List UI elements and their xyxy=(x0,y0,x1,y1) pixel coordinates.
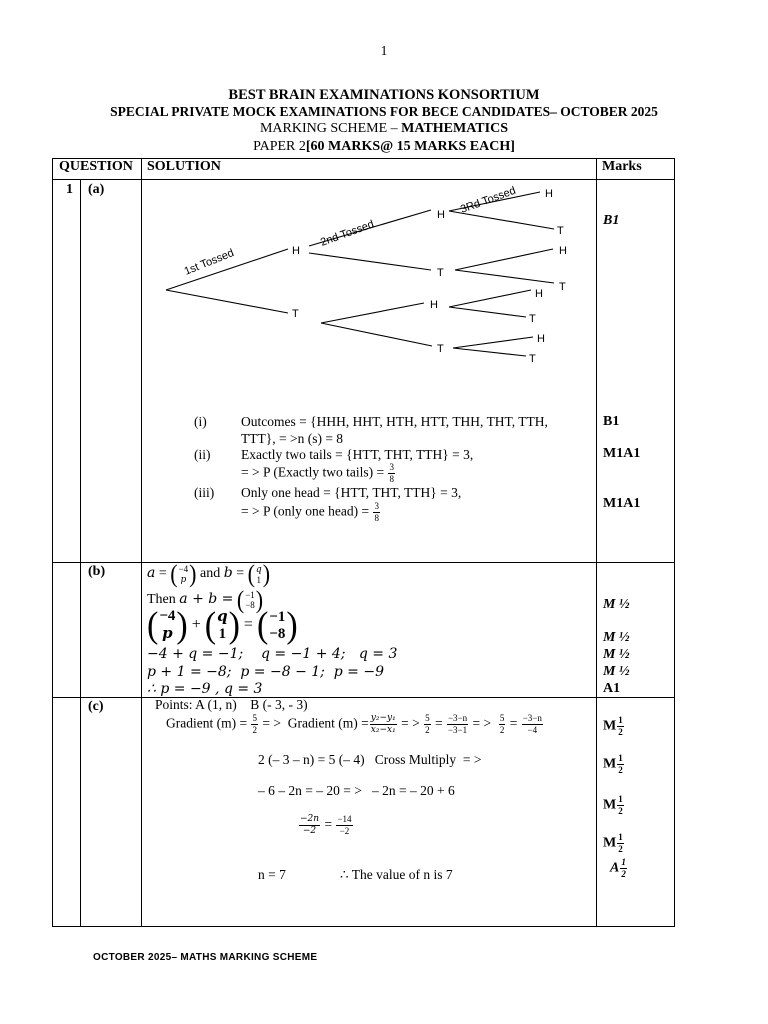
denominator: 2 xyxy=(618,727,623,737)
big-vector-a: ( −4 p ) xyxy=(147,604,188,646)
fraction xyxy=(617,795,624,816)
one-head-line2 xyxy=(241,502,381,523)
vector-bottom: −8 xyxy=(269,625,286,642)
numerator: 5 xyxy=(425,713,430,723)
leaf-hhh: H xyxy=(545,188,553,200)
outcomes-line2: TTT}, = >n (s) = 8 xyxy=(241,431,344,446)
fraction xyxy=(373,502,380,523)
numerator: 5 xyxy=(252,713,257,723)
leaf-hht: T xyxy=(557,225,564,237)
implies: = > xyxy=(262,715,281,731)
mark-letter: M xyxy=(603,835,617,851)
gradient-label: Gradient (m) = xyxy=(287,715,369,731)
fraction xyxy=(336,815,352,836)
numerator: −14 xyxy=(337,814,352,824)
then-text: Then xyxy=(147,592,176,608)
node-th: H xyxy=(430,299,438,311)
leaf-ttt: T xyxy=(529,353,536,365)
item-iii-label: (iii) xyxy=(194,485,215,500)
org-title: BEST BRAIN EXAMINATIONS KONSORTIUM xyxy=(228,87,540,103)
numerator: 5 xyxy=(499,713,505,723)
denominator: −4 xyxy=(527,725,538,735)
vector-sum: ( −1 −8 ) xyxy=(236,585,264,614)
numerator: −2n xyxy=(300,814,320,824)
part-a-label: (a) xyxy=(88,182,105,197)
vectors-given: a = ( −4 p ) and b = ( q 1 ) xyxy=(147,559,271,588)
part-b-label: (b) xyxy=(88,564,106,579)
big-vector-b: ( q 1 ) xyxy=(204,604,240,646)
vector-b: ( q 1 ) xyxy=(247,559,271,588)
numerator: 1 xyxy=(618,832,623,842)
leaf-tth: H xyxy=(537,333,545,345)
vector-bottom: p xyxy=(180,574,187,585)
paper-marks: [60 MARKS@ 15 MARKS EACH] xyxy=(305,139,515,154)
numerator: 1 xyxy=(618,794,623,804)
paper-prefix: PAPER 2 xyxy=(253,139,306,154)
mark-a-ii: M1A1 xyxy=(603,446,641,461)
leaf-htt: T xyxy=(559,281,566,293)
tree-mark: B1 xyxy=(603,213,620,228)
toss1-label: 1st Tossed xyxy=(182,247,236,278)
points-line: Points: A (1, n) B (- 3, - 3) xyxy=(155,697,308,712)
denominator: 2 xyxy=(252,725,257,735)
fraction xyxy=(499,714,506,735)
exam-title: SPECIAL PRIVATE MOCK EXAMINATIONS FOR BECE CANDIDATES– OCTOBER 2025 xyxy=(110,104,658,119)
gradient-line xyxy=(166,714,544,735)
toss2-label: 2nd Tossed xyxy=(318,218,376,249)
denominator: x₂−x₁ xyxy=(370,725,396,735)
item-ii-label: (ii) xyxy=(194,447,211,462)
numerator: 1 xyxy=(618,715,623,725)
leaf-thh: H xyxy=(535,288,543,300)
equals: = xyxy=(509,715,518,731)
denominator: 2 xyxy=(425,725,430,735)
denominator: −2 xyxy=(339,826,350,836)
mark-b-1: M ½ xyxy=(603,597,630,612)
mark-b-4: M ½ xyxy=(603,664,630,679)
node-t1: T xyxy=(292,308,299,320)
gradient-label: Gradient (m) = xyxy=(166,715,248,731)
conclusion: ∴ The value of n is 7 xyxy=(340,867,453,882)
vector-top: q xyxy=(217,607,228,625)
p-equation: p + 1 = −8; p = −8 − 1; p = −9 xyxy=(147,664,385,680)
outcomes-line1: Outcomes = {HHH, HHT, HTH, HTT, THH, THT, TTH, xyxy=(241,414,548,429)
numerator: 1 xyxy=(621,857,626,867)
toss3-label: 3Rd Tossed xyxy=(458,184,518,216)
fraction xyxy=(617,754,624,775)
fraction xyxy=(424,714,431,735)
mark-b-2: M ½ xyxy=(603,630,630,645)
vector-top: q xyxy=(255,564,262,575)
denominator: 8 xyxy=(389,474,394,484)
fraction xyxy=(617,833,624,854)
vector-top: −4 xyxy=(178,563,189,574)
mark-c-2 xyxy=(603,754,625,775)
question-number: 1 xyxy=(66,182,73,197)
implies: = > xyxy=(401,715,420,731)
fraction xyxy=(620,858,627,879)
one-head-prefix: = > P (only one head) = xyxy=(241,503,373,519)
two-tails-line2 xyxy=(241,463,396,484)
equals: = xyxy=(434,715,443,731)
mark-letter: A xyxy=(610,860,620,876)
two-tails-prefix: = > P (Exactly two tails) = xyxy=(241,464,388,480)
mark-c-3 xyxy=(603,795,625,816)
mark-c-5 xyxy=(610,858,628,879)
header-marks: Marks xyxy=(602,159,642,174)
mark-letter: M xyxy=(603,797,617,813)
vector-bottom: −8 xyxy=(245,600,255,610)
vector-bottom: p xyxy=(162,624,173,642)
mark-b-3: M ½ xyxy=(603,647,630,662)
q-equation: −4 + q = −1; q = −1 + 4; q = 3 xyxy=(147,646,398,662)
numerator: −3−n xyxy=(522,713,542,723)
header-solution: SOLUTION xyxy=(147,159,221,174)
mark-b-5: A1 xyxy=(603,681,621,696)
one-head-line1: Only one head = {HTT, THT, TTH} = 3, xyxy=(241,485,462,500)
denominator: 8 xyxy=(374,513,379,523)
divide-line xyxy=(298,815,354,836)
denominator: 2 xyxy=(621,869,626,879)
footer: OCTOBER 2025– MATHS MARKING SCHEME xyxy=(93,952,318,963)
b-answer: ∴ p = −9 , q = 3 xyxy=(147,681,263,697)
numerator: y₂−y₁ xyxy=(370,713,396,723)
part-c-label: (c) xyxy=(88,699,104,714)
denominator: 2 xyxy=(618,806,623,816)
sum-expression: a + b = xyxy=(179,591,234,608)
big-vector-sum: ( −1 −8 ) xyxy=(256,604,298,646)
denominator: −3−1 xyxy=(447,725,468,735)
numerator: 3 xyxy=(389,462,394,472)
denominator: 2 xyxy=(618,844,623,854)
and-text: and xyxy=(200,566,221,582)
mark-c-4 xyxy=(603,833,625,854)
n-answer: n = 7 xyxy=(258,867,286,882)
numerator: −3−n xyxy=(447,713,468,723)
mark-letter: M xyxy=(603,718,617,734)
two-tails-line1: Exactly two tails = {HTT, THT, TTH} = 3, xyxy=(241,447,474,462)
mark-c-1 xyxy=(603,716,625,737)
numerator: 1 xyxy=(618,753,623,763)
fraction xyxy=(522,714,543,735)
var-b: b xyxy=(223,565,233,582)
fraction xyxy=(370,714,397,735)
fraction xyxy=(447,714,468,735)
implies: = > xyxy=(472,715,492,731)
node-tt: T xyxy=(437,343,444,355)
node-h1: H xyxy=(292,245,300,257)
vector-top: −1 xyxy=(269,608,286,625)
equals: = xyxy=(324,816,333,832)
numerator: 3 xyxy=(374,501,379,511)
header-question: QUESTION xyxy=(59,159,133,174)
vector-top: −4 xyxy=(159,608,176,624)
mark-a-iii: M1A1 xyxy=(603,496,641,511)
denominator: −2 xyxy=(302,826,317,836)
leaf-tht: T xyxy=(529,313,536,325)
fraction xyxy=(617,716,624,737)
var-a: a xyxy=(147,565,156,582)
item-i-label: (i) xyxy=(194,414,207,429)
scheme-prefix: MARKING SCHEME – xyxy=(259,121,402,136)
node-ht: T xyxy=(437,267,444,279)
fraction xyxy=(388,463,395,484)
page-number: 1 xyxy=(380,43,388,58)
cross-multiply-line: 2 (– 3 – n) = 5 (– 4) Cross Multiply = > xyxy=(258,752,482,767)
vector-bottom: 1 xyxy=(218,626,227,642)
simplify-line: – 6 – 2n = – 20 = > – 2n = – 20 + 6 xyxy=(258,783,455,798)
mark-a-i: B1 xyxy=(603,414,620,429)
fraction xyxy=(251,714,258,735)
denominator: 2 xyxy=(499,725,505,735)
denominator: 2 xyxy=(618,765,623,775)
scheme-subject: MATHEMATICS xyxy=(401,121,508,136)
vector-top: −1 xyxy=(245,590,255,600)
vector-equation: ( −4 p ) + ( q 1 ) = ( −1 −8 ) xyxy=(147,604,298,646)
node-hh: H xyxy=(437,209,445,221)
vector-bottom: 1 xyxy=(256,574,262,585)
fraction xyxy=(299,815,320,836)
leaf-hth: H xyxy=(559,245,567,257)
vector-a: ( −4 p ) xyxy=(170,559,197,588)
mark-letter: M xyxy=(603,756,617,772)
